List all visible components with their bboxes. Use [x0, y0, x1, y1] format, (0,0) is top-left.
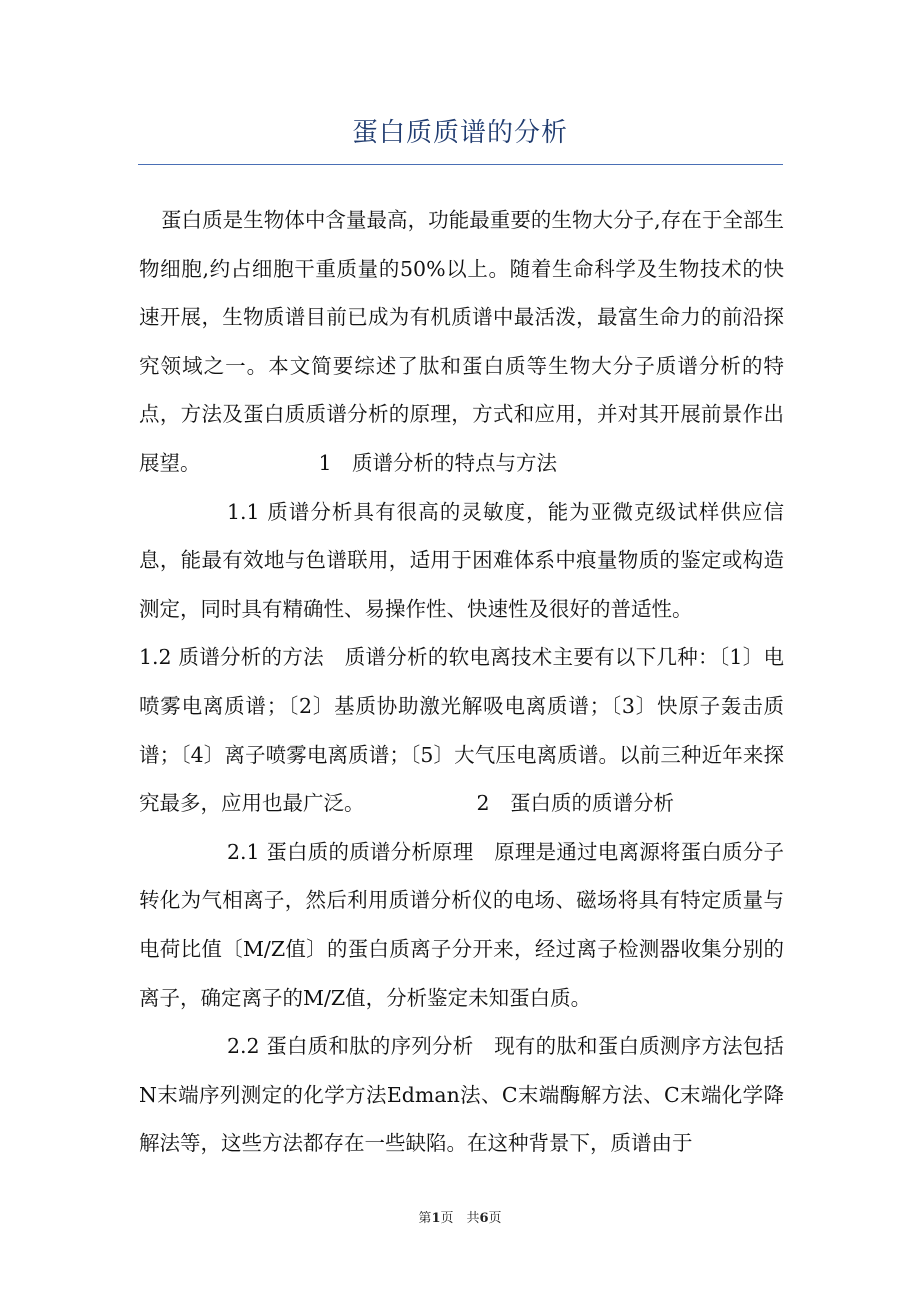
- footer-page-suffix: 页 共: [440, 1211, 480, 1226]
- footer-page-end: 页: [488, 1211, 502, 1226]
- footer-page-total: 6: [479, 1211, 489, 1226]
- section-2-heading: 2 蛋白质的质谱分析: [476, 791, 675, 816]
- footer-page-current: 1: [431, 1211, 441, 1226]
- footer-page-prefix: 第: [418, 1211, 432, 1226]
- title-underline: [138, 164, 783, 165]
- page-footer: [0, 1207, 920, 1226]
- intro-text: 蛋白质是生物体中含量最高，功能最重要的生物大分子,存在于全部生物细胞,约占细胞干重质量的50%以上。随着生命科学及生物技术的快速开展，生物质谱目前已成为有机质谱中最活泼，最富生命力的前沿探究领域之一。本文简要综述了肽和蛋白质等生物大分子质谱分析的特点，方法及蛋白质质谱分析的原理，方式和应用，并对其开展前景作出展望。: [139, 208, 784, 475]
- intro-paragraph: [139, 196, 784, 488]
- section-1-heading: 1 质谱分析的特点与方法: [318, 450, 558, 475]
- paragraph-1-1: 1.1 质谱分析具有很高的灵敏度，能为亚微克级试样供应信息，能最有效地与色谱联用，适用于困难体系中痕量物质的鉴定或构造测定，同时具有精确性、易操作性、快速性及很好的普适性。: [139, 499, 784, 621]
- paragraph-1-2: [139, 633, 784, 827]
- paragraph-2-2: 2.2 蛋白质和肽的序列分析 现有的肽和蛋白质测序方法包括N末端序列测定的化学方法Edman法、C末端酶解方法、C末端化学降解法等，这些方法都存在一些缺陷。在这种背景下，质谱由于: [139, 1034, 784, 1156]
- document-title: 蛋白质质谱的分析: [351, 118, 568, 148]
- paragraph-2-1: 2.1 蛋白质的质谱分析原理 原理是通过电离源将蛋白质分子转化为气相离子，然后利用质谱分析仪的电场、磁场将具有特定质量与电荷比值〔M/Z值〕的蛋白质离子分开来，经过离子检测器收集分别的离子，确定离子的M/Z值，分析鉴定未知蛋白质。: [139, 839, 784, 1010]
- paragraph-1-2-text: 1.2 质谱分析的方法 质谱分析的软电离技术主要有以下几种：〔1〕电喷雾电离质谱；〔2〕基质协助激光解吸电离质谱；〔3〕快原子轰击质谱；〔4〕离子喷雾电离质谱；〔5〕大气压电离质谱。以前三种近年来探究最多，应用也最广泛。: [139, 645, 784, 816]
- document-body: [139, 196, 784, 1168]
